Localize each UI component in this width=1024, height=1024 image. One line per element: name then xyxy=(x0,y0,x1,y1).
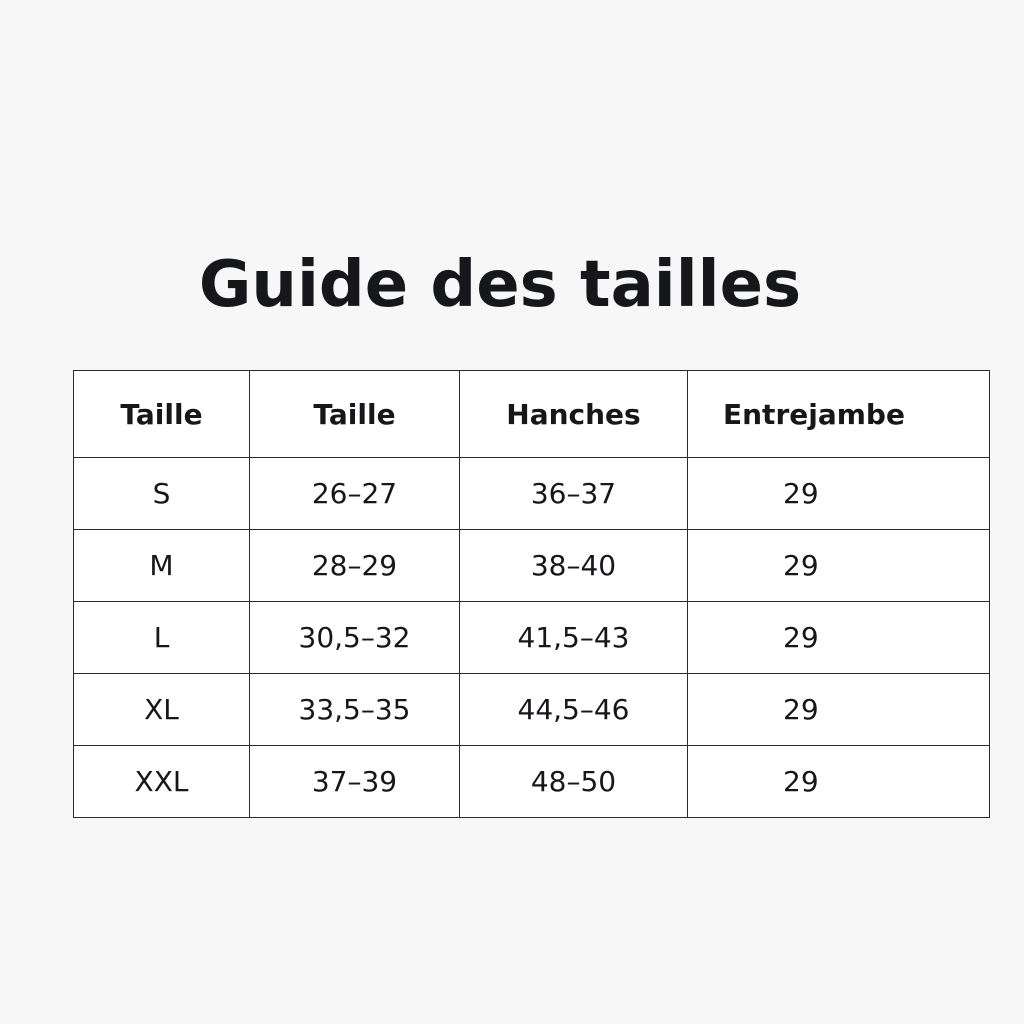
cell-size: S xyxy=(74,458,250,530)
header-size: Taille xyxy=(74,371,250,458)
cell-hips: 44,5–46 xyxy=(460,674,688,746)
table-row xyxy=(74,746,990,818)
cell-hips: 41,5–43 xyxy=(460,602,688,674)
cell-size: XL xyxy=(74,674,250,746)
table-body xyxy=(74,458,990,818)
table-row xyxy=(74,530,990,602)
cell-size: M xyxy=(74,530,250,602)
header-waist: Taille xyxy=(250,371,460,458)
cell-waist: 26–27 xyxy=(250,458,460,530)
cell-inseam: 29 xyxy=(688,674,990,746)
cell-waist: 37–39 xyxy=(250,746,460,818)
table-row xyxy=(74,674,990,746)
cell-hips: 38–40 xyxy=(460,530,688,602)
cell-inseam: 29 xyxy=(688,746,990,818)
cell-size: L xyxy=(74,602,250,674)
cell-hips: 36–37 xyxy=(460,458,688,530)
table-header xyxy=(74,371,990,458)
size-chart-table xyxy=(73,370,990,818)
cell-hips: 48–50 xyxy=(460,746,688,818)
header-row xyxy=(74,371,990,458)
cell-inseam: 29 xyxy=(688,458,990,530)
table-row xyxy=(74,602,990,674)
page-title: Guide des tailles xyxy=(198,248,802,322)
cell-inseam: 29 xyxy=(688,530,990,602)
cell-waist: 30,5–32 xyxy=(250,602,460,674)
cell-waist: 28–29 xyxy=(250,530,460,602)
header-hips: Hanches xyxy=(460,371,688,458)
cell-inseam: 29 xyxy=(688,602,990,674)
table-row xyxy=(74,458,990,530)
cell-size: XXL xyxy=(74,746,250,818)
header-inseam: Entrejambe xyxy=(688,371,990,458)
cell-waist: 33,5–35 xyxy=(250,674,460,746)
